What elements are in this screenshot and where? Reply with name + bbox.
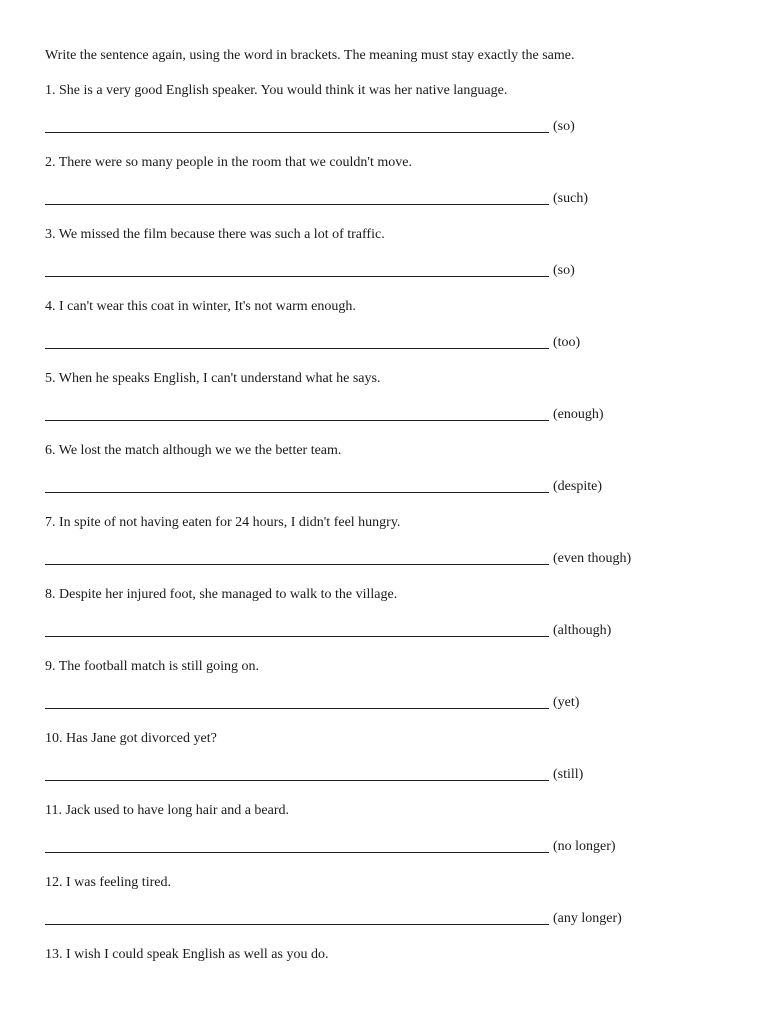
answer-row [45, 910, 745, 928]
question-text: 2. There were so many people in the room that we couldn't move. [45, 155, 412, 170]
exercise-item [45, 874, 745, 946]
keyword-hint: (so) [553, 119, 575, 134]
exercise-item [45, 370, 745, 442]
exercise-item [45, 226, 745, 298]
question-text: 9. The football match is still going on. [45, 659, 259, 674]
answer-blank[interactable] [45, 780, 549, 781]
answer-row [45, 622, 745, 640]
keyword-hint: (still) [553, 767, 584, 782]
answer-blank[interactable] [45, 492, 549, 493]
answer-blank[interactable] [45, 636, 549, 637]
answer-row [45, 694, 745, 712]
keyword-hint: (so) [553, 263, 575, 278]
answer-blank[interactable] [45, 852, 549, 853]
exercise-item [45, 946, 745, 1018]
answer-row [45, 334, 745, 352]
question-text: 3. We missed the film because there was such a lot of traffic. [45, 227, 385, 242]
question-text: 12. I was feeling tired. [45, 875, 171, 890]
question-text: 11. Jack used to have long hair and a beard. [45, 803, 290, 818]
answer-blank[interactable] [45, 420, 549, 421]
exercise-item [45, 730, 745, 802]
keyword-hint: (yet) [553, 695, 580, 710]
answer-row [45, 766, 745, 784]
exercise-item [45, 82, 745, 154]
exercise-item [45, 514, 745, 586]
answer-row [45, 550, 745, 568]
keyword-hint: (too) [553, 335, 581, 350]
keyword-hint: (even though) [553, 551, 632, 566]
keyword-hint: (enough) [553, 407, 604, 422]
keyword-hint: (no longer) [553, 839, 616, 854]
exercise-item [45, 298, 745, 370]
instructions-text: Write the sentence again, using the word in brackets. The meaning must stay exactly the same. [45, 48, 575, 63]
keyword-hint: (although) [553, 623, 612, 638]
answer-row [45, 478, 745, 496]
exercise-list [45, 82, 745, 1018]
answer-blank[interactable] [45, 348, 549, 349]
question-text: 13. I wish I could speak English as well as you do. [45, 947, 329, 962]
question-text: 5. When he speaks English, I can't understand what he says. [45, 371, 381, 386]
keyword-hint: (such) [553, 191, 588, 206]
answer-row [45, 262, 745, 280]
exercise-item [45, 154, 745, 226]
answer-blank[interactable] [45, 132, 549, 133]
answer-row [45, 118, 745, 136]
exercise-item [45, 802, 745, 874]
question-text: 7. In spite of not having eaten for 24 hours, I didn't feel hungry. [45, 515, 401, 530]
keyword-hint: (despite) [553, 479, 602, 494]
exercise-item [45, 658, 745, 730]
question-text: 8. Despite her injured foot, she managed to walk to the village. [45, 587, 398, 602]
exercise-item [45, 586, 745, 658]
answer-row [45, 190, 745, 208]
answer-blank[interactable] [45, 924, 549, 925]
question-text: 6. We lost the match although we we the better team. [45, 443, 342, 458]
keyword-hint: (any longer) [553, 911, 622, 926]
answer-row [45, 838, 745, 856]
answer-blank[interactable] [45, 276, 549, 277]
question-text: 4. I can't wear this coat in winter, It's not warm enough. [45, 299, 356, 314]
answer-row [45, 406, 745, 424]
question-text: 1. She is a very good English speaker. You would think it was her native language. [45, 83, 508, 98]
answer-blank[interactable] [45, 708, 549, 709]
exercise-item [45, 442, 745, 514]
answer-blank[interactable] [45, 564, 549, 565]
question-text: 10. Has Jane got divorced yet? [45, 731, 217, 746]
answer-blank[interactable] [45, 204, 549, 205]
